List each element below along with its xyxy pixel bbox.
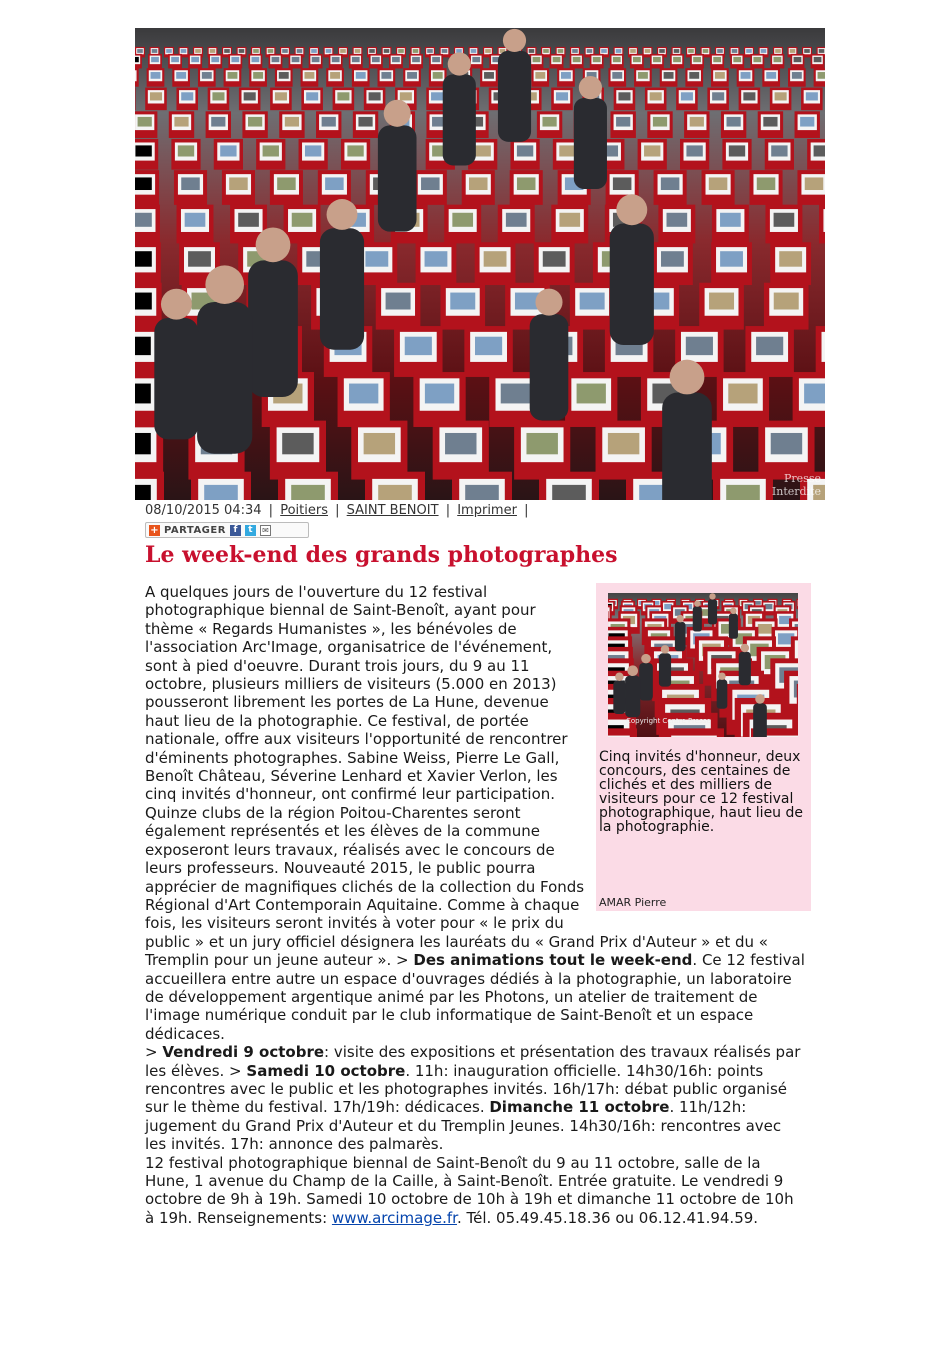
photo-print: [151, 72, 161, 79]
photo-print: [644, 145, 660, 156]
photo-print: [674, 49, 680, 53]
photo-print: [484, 251, 507, 266]
photo-print: [244, 92, 256, 100]
link-poitiers[interactable]: Poitiers: [280, 503, 328, 518]
hero-photo-credit: Presse Interdite: [771, 472, 821, 498]
photo-print: [558, 49, 564, 53]
photo-print: [686, 337, 713, 355]
photo-print: [720, 251, 743, 266]
photo-print: [452, 213, 473, 227]
photo-print: [587, 49, 593, 53]
photo-print: [774, 57, 782, 62]
photo-print: [475, 337, 502, 355]
photo-print: [552, 485, 586, 500]
article-title: Le week-end des grands photographes: [145, 542, 618, 568]
photo-print: [305, 145, 321, 156]
visitor-head: [205, 265, 244, 304]
photo-print: [717, 49, 723, 53]
website-link[interactable]: www.arcimage.fr: [331, 1208, 457, 1227]
link-saint-benoit[interactable]: SAINT BENOIT: [346, 503, 439, 518]
meta-separator: |: [268, 503, 274, 518]
visitor-body: [320, 228, 364, 349]
visitor-body: [498, 51, 531, 142]
photo-frame: [822, 332, 825, 362]
photo-print: [806, 92, 818, 100]
photo-print: [432, 57, 440, 62]
photo-print: [330, 72, 340, 79]
photo-print: [268, 49, 274, 53]
photo-print: [804, 384, 825, 404]
photo-print: [229, 177, 248, 190]
photo-print: [616, 117, 630, 127]
photo-print: [138, 117, 152, 127]
photo-print: [533, 57, 541, 62]
meta-separator: |: [335, 503, 340, 518]
visitor-head: [256, 227, 291, 262]
photo-print: [311, 49, 317, 53]
article-intro: A quelques jours de l'ouverture du 12 festival photographique biennal de Saint-Benoît, ayant pour thème « Regards Humanistes », les bénévoles de l'association Arc'Image, organisatrice de l'événement, sont à pied d'oeuvre. Durant trois jours, du 9 au 11 octobre, plusieurs milliers de visiteurs (5.000 en 2013) pousseront librement les portes de La Hune, devenue haut lieu de la photographie. Ce festival, de portée nationale, offre aux visiteurs l'opportunité de rencontrer d'éminents photographes. Sabine Weiss, Pierre Le Gall, Benoît Château, Séverine Lenhard et Xavier Verlon, les cinq invités d'honneur, ont confirmé leur participation. Quinze clubs de la région Poitou-Charentes seront également représentés et les élèves de la commune exposeront leurs travaux, réalisés avec le concours de leurs professeurs. Nouveauté 2015, le public pourra apprécier de magnifiques clichés de la collection du Fonds Régional d'Art Contemporain Aquitaine. Comme à chaque fois, les visiteurs seront invités à voter pour « le prix du public » et un jury officiel désignera les lauréats du « Grand Prix d'Auteur » et du « Tremplin pour un jeune auteur ». >: [145, 583, 768, 970]
photo-print: [732, 49, 738, 53]
photo-print: [661, 177, 680, 190]
photo-print: [556, 92, 568, 100]
photo-print: [285, 117, 299, 127]
photo-print: [771, 145, 787, 156]
photo-print: [469, 177, 488, 190]
photo-print: [450, 293, 475, 310]
photo-print: [431, 92, 443, 100]
photo-print: [263, 145, 279, 156]
photo-print: [282, 49, 288, 53]
photo-print: [292, 213, 313, 227]
photo-print: [659, 49, 665, 53]
photo-print: [709, 177, 728, 190]
photo-print: [231, 57, 239, 62]
photo-print: [151, 57, 159, 62]
photo-print: [135, 384, 151, 404]
photo-print: [709, 293, 734, 310]
photo-print: [378, 485, 412, 500]
photo-print: [667, 213, 688, 227]
photo-print: [185, 213, 206, 227]
photo-print: [726, 485, 760, 500]
thumbnail-credit: Copyright Centre Presse: [626, 717, 711, 725]
photo-print: [653, 57, 661, 62]
photo-print: [690, 117, 704, 127]
photo-print: [384, 49, 390, 53]
photo-print: [405, 337, 432, 355]
photo-print: [212, 92, 224, 100]
photo-print: [152, 49, 158, 53]
photo-print: [365, 251, 388, 266]
photo-print: [425, 251, 448, 266]
practical-info: 12 festival photographique biennal de Saint-Benoît du 9 au 11 octobre, salle de la Hune, 1 avenue du Champ de la Caille, à Saint-Benoît. Entrée gratuite. Le vendredi 9 octobre de 9h à 19h. Samedi 10 octobre de 10h à 19h et dimanche 11 octobre de 10h à 19h. Renseignements:: [145, 1153, 794, 1227]
photo-print: [713, 57, 721, 62]
photo-print: [741, 72, 751, 79]
photo-print: [272, 57, 280, 62]
meta-separator: |: [524, 503, 529, 518]
photo-print: [224, 49, 230, 53]
photo-print: [814, 145, 825, 156]
photo-frame: [823, 209, 825, 232]
photo-print: [501, 384, 530, 404]
photo-print: [633, 57, 641, 62]
photo-print: [442, 49, 448, 53]
photo-print: [472, 57, 480, 62]
photo-print: [661, 251, 684, 266]
photo-print: [763, 117, 777, 127]
photo-print: [181, 92, 193, 100]
photo-print: [239, 49, 245, 53]
article-paragraph-program: [145, 1043, 805, 1153]
article-meta: [145, 503, 531, 518]
photo-print: [774, 213, 795, 227]
sunday-text: . 11h/12h: jugement du Grand Prix d'Auteur et du Tremplin Jeunes. 14h30/16h: rencontres avec les invités. 17h: annonce des palmarès.: [145, 1098, 782, 1154]
link-print[interactable]: Imprimer: [457, 503, 517, 518]
photo-print: [612, 72, 622, 79]
photo-print: [400, 92, 412, 100]
photo-print: [800, 117, 814, 127]
photo-print: [756, 337, 783, 355]
visitor-body: [154, 318, 198, 439]
photo-print: [340, 49, 346, 53]
visitor-head: [448, 52, 471, 75]
photo-print: [279, 72, 289, 79]
photo-print: [306, 92, 318, 100]
photo-print: [291, 485, 325, 500]
photo-print: [456, 49, 462, 53]
photo-print: [135, 213, 152, 227]
visitor-head: [384, 100, 411, 127]
photo-print: [475, 145, 491, 156]
facebook-icon[interactable]: f: [230, 525, 241, 536]
photo-print: [517, 177, 536, 190]
photo-print: [356, 72, 366, 79]
article-paragraph-practical: [145, 1154, 805, 1228]
visitor-head: [579, 76, 602, 99]
photo-print: [630, 49, 636, 53]
photo-print: [445, 433, 476, 454]
photo-print: [413, 49, 419, 53]
photo-print: [178, 145, 194, 156]
photo-print: [282, 433, 313, 454]
visitor-head: [327, 199, 358, 230]
photo-print: [465, 485, 499, 500]
photo-print: [517, 145, 533, 156]
photo-print: [352, 57, 360, 62]
share-button[interactable]: [145, 522, 309, 538]
photo-print: [392, 57, 400, 62]
photo-print: [727, 117, 741, 127]
photo-print: [559, 213, 580, 227]
photo-print: [775, 92, 787, 100]
photo-print: [204, 485, 238, 500]
visitor-body: [662, 393, 712, 500]
photo-print: [135, 293, 152, 310]
photo-print: [792, 72, 802, 79]
photo-print: [355, 49, 361, 53]
photo-print: [210, 49, 216, 53]
photo-print: [686, 145, 702, 156]
photo-print: [559, 145, 575, 156]
photo-print: [753, 57, 761, 62]
photo-print: [358, 117, 372, 127]
photo-print: [135, 57, 139, 62]
photo-print: [804, 49, 810, 53]
meta-separator: |: [445, 503, 451, 518]
photo-print: [220, 145, 236, 156]
photo-print: [292, 57, 300, 62]
visitor-head: [161, 289, 192, 320]
photo-print: [253, 49, 259, 53]
photo-print: [712, 92, 724, 100]
photo-print: [202, 72, 212, 79]
photo-print: [176, 72, 186, 79]
saturday-text: . 11h: inauguration officielle. 14h30/16h: points rencontres avec le public et les photographes invités. 16h/17h: débat public organisé sur le thème du festival. 17h/19h: dédicaces.: [145, 1061, 788, 1117]
photo-print: [211, 117, 225, 127]
twitter-icon[interactable]: t: [245, 525, 256, 536]
photo-print: [650, 92, 662, 100]
visitor-body: [443, 74, 476, 165]
photo-print: [171, 57, 179, 62]
photo-print: [553, 57, 561, 62]
visitor-body: [610, 224, 654, 345]
photo-print: [275, 92, 287, 100]
photo-print: [381, 72, 391, 79]
visitor-head: [503, 29, 526, 52]
photo-print: [166, 49, 172, 53]
caption-spacer: [589, 583, 805, 925]
photo-print: [703, 49, 709, 53]
photo-print: [211, 57, 219, 62]
photo-print: [616, 49, 622, 53]
photo-print: [728, 384, 757, 404]
photo-print: [814, 57, 822, 62]
photo-print: [688, 49, 694, 53]
photo-print: [779, 251, 802, 266]
photo-print: [174, 117, 188, 127]
visitor-body: [574, 98, 607, 189]
photo-print: [297, 49, 303, 53]
photo-print: [645, 49, 651, 53]
photo-frame: [135, 70, 137, 81]
seat: [135, 88, 136, 111]
photo-print: [573, 57, 581, 62]
photo-print: [191, 57, 199, 62]
photo-print: [471, 49, 477, 53]
photo-print: [135, 145, 151, 156]
photo-print: [618, 92, 630, 100]
photo-print: [195, 49, 201, 53]
photo-print: [228, 72, 238, 79]
photo-print: [135, 485, 151, 500]
photo-print: [484, 72, 494, 79]
photo-print: [325, 177, 344, 190]
photo-print: [425, 384, 454, 404]
caption-author: AMAR Pierre: [599, 896, 667, 909]
photo-print: [427, 49, 433, 53]
photo-print: [252, 57, 260, 62]
photo-print: [506, 213, 527, 227]
photo-print: [369, 49, 375, 53]
visitor-head: [616, 194, 647, 225]
photo-print: [304, 72, 314, 79]
visitor-body: [530, 314, 569, 420]
photo-print: [715, 72, 725, 79]
photo-print: [729, 145, 745, 156]
photo-print: [372, 57, 380, 62]
visitor-head: [670, 360, 705, 395]
photo-print: [664, 72, 674, 79]
photo-print: [543, 251, 566, 266]
photo-print: [561, 72, 571, 79]
article-body: [145, 583, 805, 1227]
visitor-body: [248, 260, 298, 397]
photo-print: [580, 293, 605, 310]
photo-print: [601, 49, 607, 53]
friday-heading: Vendredi 9 octobre: [162, 1043, 325, 1062]
visitor-body: [378, 125, 417, 231]
friday-prefix: >: [145, 1043, 163, 1062]
photo-print: [526, 433, 557, 454]
photo-print: [364, 433, 395, 454]
photo-print: [421, 177, 440, 190]
photo-print: [137, 49, 143, 53]
photo-print: [757, 177, 776, 190]
photo-print: [743, 92, 755, 100]
photo-print: [135, 177, 152, 190]
photo-print: [412, 57, 420, 62]
visitor-head: [535, 289, 562, 316]
photo-print: [253, 72, 263, 79]
photo-print: [693, 57, 701, 62]
article-datetime: 08/10/2015 04:34: [145, 503, 262, 518]
photo-print: [349, 384, 378, 404]
photo-print: [761, 49, 767, 53]
photo-print: [766, 72, 776, 79]
photo-print: [433, 72, 443, 79]
photo-print: [638, 72, 648, 79]
photo-print: [733, 57, 741, 62]
photo-print: [181, 49, 187, 53]
photo-print: [577, 384, 606, 404]
photo-print: [818, 72, 825, 79]
photo-print: [369, 92, 381, 100]
photo-print: [326, 49, 332, 53]
photo-print: [277, 177, 296, 190]
photo-print: [819, 49, 825, 53]
photo-print: [135, 251, 152, 266]
photo-print: [542, 117, 556, 127]
photo-print: [775, 49, 781, 53]
photo-print: [407, 72, 417, 79]
sunday-heading: Dimanche 11 octobre: [489, 1098, 670, 1117]
photo-print: [653, 117, 667, 127]
photo-print: [794, 57, 802, 62]
photo-print: [529, 49, 535, 53]
email-icon[interactable]: ✉: [260, 525, 271, 536]
hero-photo-illustration: [135, 28, 825, 500]
photo-print: [771, 433, 802, 454]
photo-print: [673, 57, 681, 62]
photo-print: [181, 177, 200, 190]
photo-print: [322, 117, 336, 127]
photo-print: [150, 92, 162, 100]
photo-print: [790, 49, 796, 53]
caption-text: Cinq invités d'honneur, deux concours, des centaines de clichés et des milliers de visiteurs pour ce 12 festival photographique, haut lieu de la photographie.: [599, 749, 804, 835]
visitor-body: [197, 302, 252, 454]
photo-print: [681, 92, 693, 100]
photo-print: [746, 49, 752, 53]
phone-info: . Tél. 05.49.45.18.36 ou 06.12.41.94.59.: [456, 1208, 759, 1227]
photo-print: [248, 117, 262, 127]
photo-print: [238, 213, 259, 227]
photo-print: [312, 57, 320, 62]
photo-print: [774, 293, 799, 310]
photo-print: [613, 57, 621, 62]
photo-print: [613, 177, 632, 190]
share-label: PARTAGER: [164, 524, 226, 536]
photo-print: [720, 213, 741, 227]
photo-print: [689, 72, 699, 79]
photo-print: [398, 49, 404, 53]
hero-photo: [135, 28, 825, 500]
photo-print: [485, 49, 491, 53]
photo-print: [593, 57, 601, 62]
animations-heading: Des animations tout le week-end: [413, 951, 693, 970]
photo-print: [332, 57, 340, 62]
photo-print: [572, 49, 578, 53]
animations-text: . Ce 12 festival accueillera entre autre un espace d'ouvrages dédiés à la photographie, un laboratoire de développement argentique animé par les Photons, un atelier de traitement de l'image numérique conduit par le club informatique de Saint-Benoît et un espace dédicaces.: [145, 951, 805, 1043]
photo-print: [135, 337, 151, 355]
photo-print: [135, 433, 151, 454]
photo-print: [805, 177, 824, 190]
friday-text: : visite des expositions et présentation des travaux réalisés par les élèves. >: [145, 1043, 801, 1080]
photo-print: [347, 145, 363, 156]
saturday-heading: Samedi 10 octobre: [246, 1061, 406, 1080]
photo-print: [608, 433, 639, 454]
photo-print: [337, 92, 349, 100]
photo-print: [188, 251, 211, 266]
plus-icon: +: [150, 524, 159, 536]
photo-print: [543, 49, 549, 53]
photo-print: [386, 293, 411, 310]
photo-print: [535, 72, 545, 79]
